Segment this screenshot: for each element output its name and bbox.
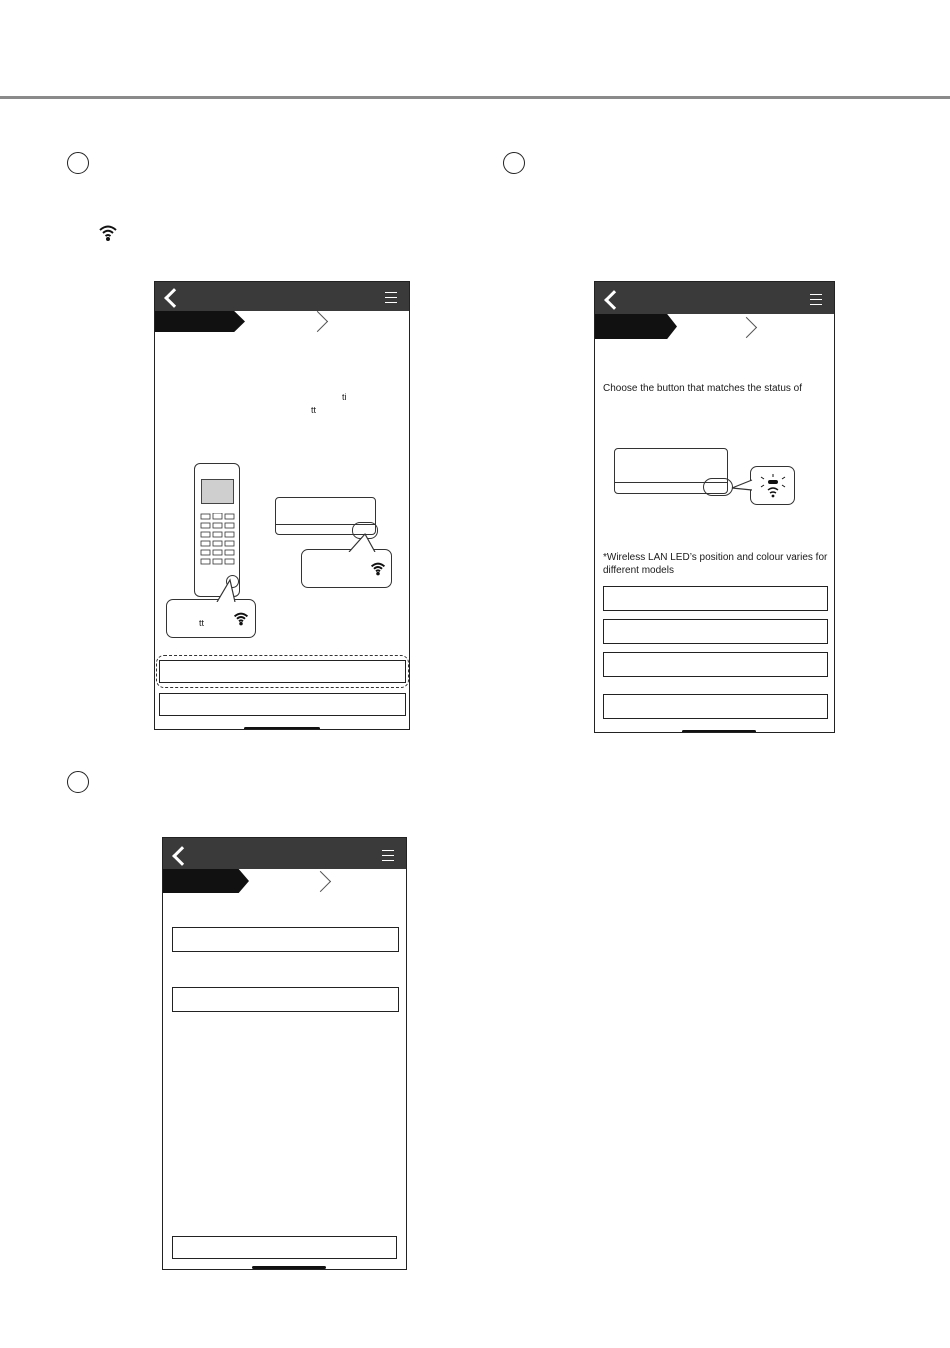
hamburger-menu-icon[interactable] [382,850,394,861]
led-status-option-button[interactable] [603,586,828,611]
back-chevron-icon[interactable] [172,846,192,866]
phone-screen-step3 [162,837,407,1270]
instruction-fragment: tt [311,405,317,415]
progress-step-active [155,311,245,332]
step-number-circle [67,152,89,174]
step-number-circle [503,152,525,174]
app-bar [163,838,406,869]
wifi-icon [233,609,249,627]
callout-remote-wifi [166,599,256,638]
action-button[interactable] [159,693,406,716]
callout-pointer [345,532,379,552]
header-divider [0,96,950,99]
progress-step-next-chevron [736,317,757,338]
progress-step-active [163,869,249,893]
home-indicator [252,1266,326,1269]
wifi-icon [98,222,118,242]
progress-step-next-chevron [310,871,331,892]
home-indicator [244,727,320,730]
action-button[interactable] [159,660,406,683]
app-bar [595,282,834,314]
phone-screen-step1 [154,281,410,730]
step-number-circle [67,771,89,793]
hamburger-menu-icon[interactable] [385,292,397,303]
instruction-fragment: ti [342,392,347,402]
progress-step-next-chevron [307,311,328,332]
wifi-icon [370,559,386,577]
input-field[interactable] [172,987,399,1012]
input-field[interactable] [172,927,399,952]
back-chevron-icon[interactable] [604,290,624,310]
app-bar [155,282,409,311]
progress-step-active [595,314,677,339]
led-status-option-button[interactable] [603,619,828,644]
home-indicator [682,730,756,733]
back-chevron-icon[interactable] [164,288,184,308]
callout-pointer [215,578,245,602]
hamburger-menu-icon[interactable] [810,294,822,305]
remote-buttons [200,513,236,578]
led-highlight-ring [703,478,733,496]
led-status-option-button[interactable] [603,652,828,677]
callout-unit-wifi [301,549,392,588]
led-position-note: *Wireless LAN LED’s position and colour varies for different models [603,552,828,576]
blinking-led-icon [759,472,787,500]
callout-led-status [750,466,795,505]
callout-pointer [730,478,754,494]
action-button[interactable] [172,1236,397,1259]
status-prompt-text: Choose the button that matches the status of [603,383,803,394]
phone-screen-step2 [594,281,835,733]
remote-control-illustration [194,463,240,597]
action-button[interactable] [603,694,828,719]
remote-display [201,479,234,504]
callout-fragment: tt [199,618,205,628]
